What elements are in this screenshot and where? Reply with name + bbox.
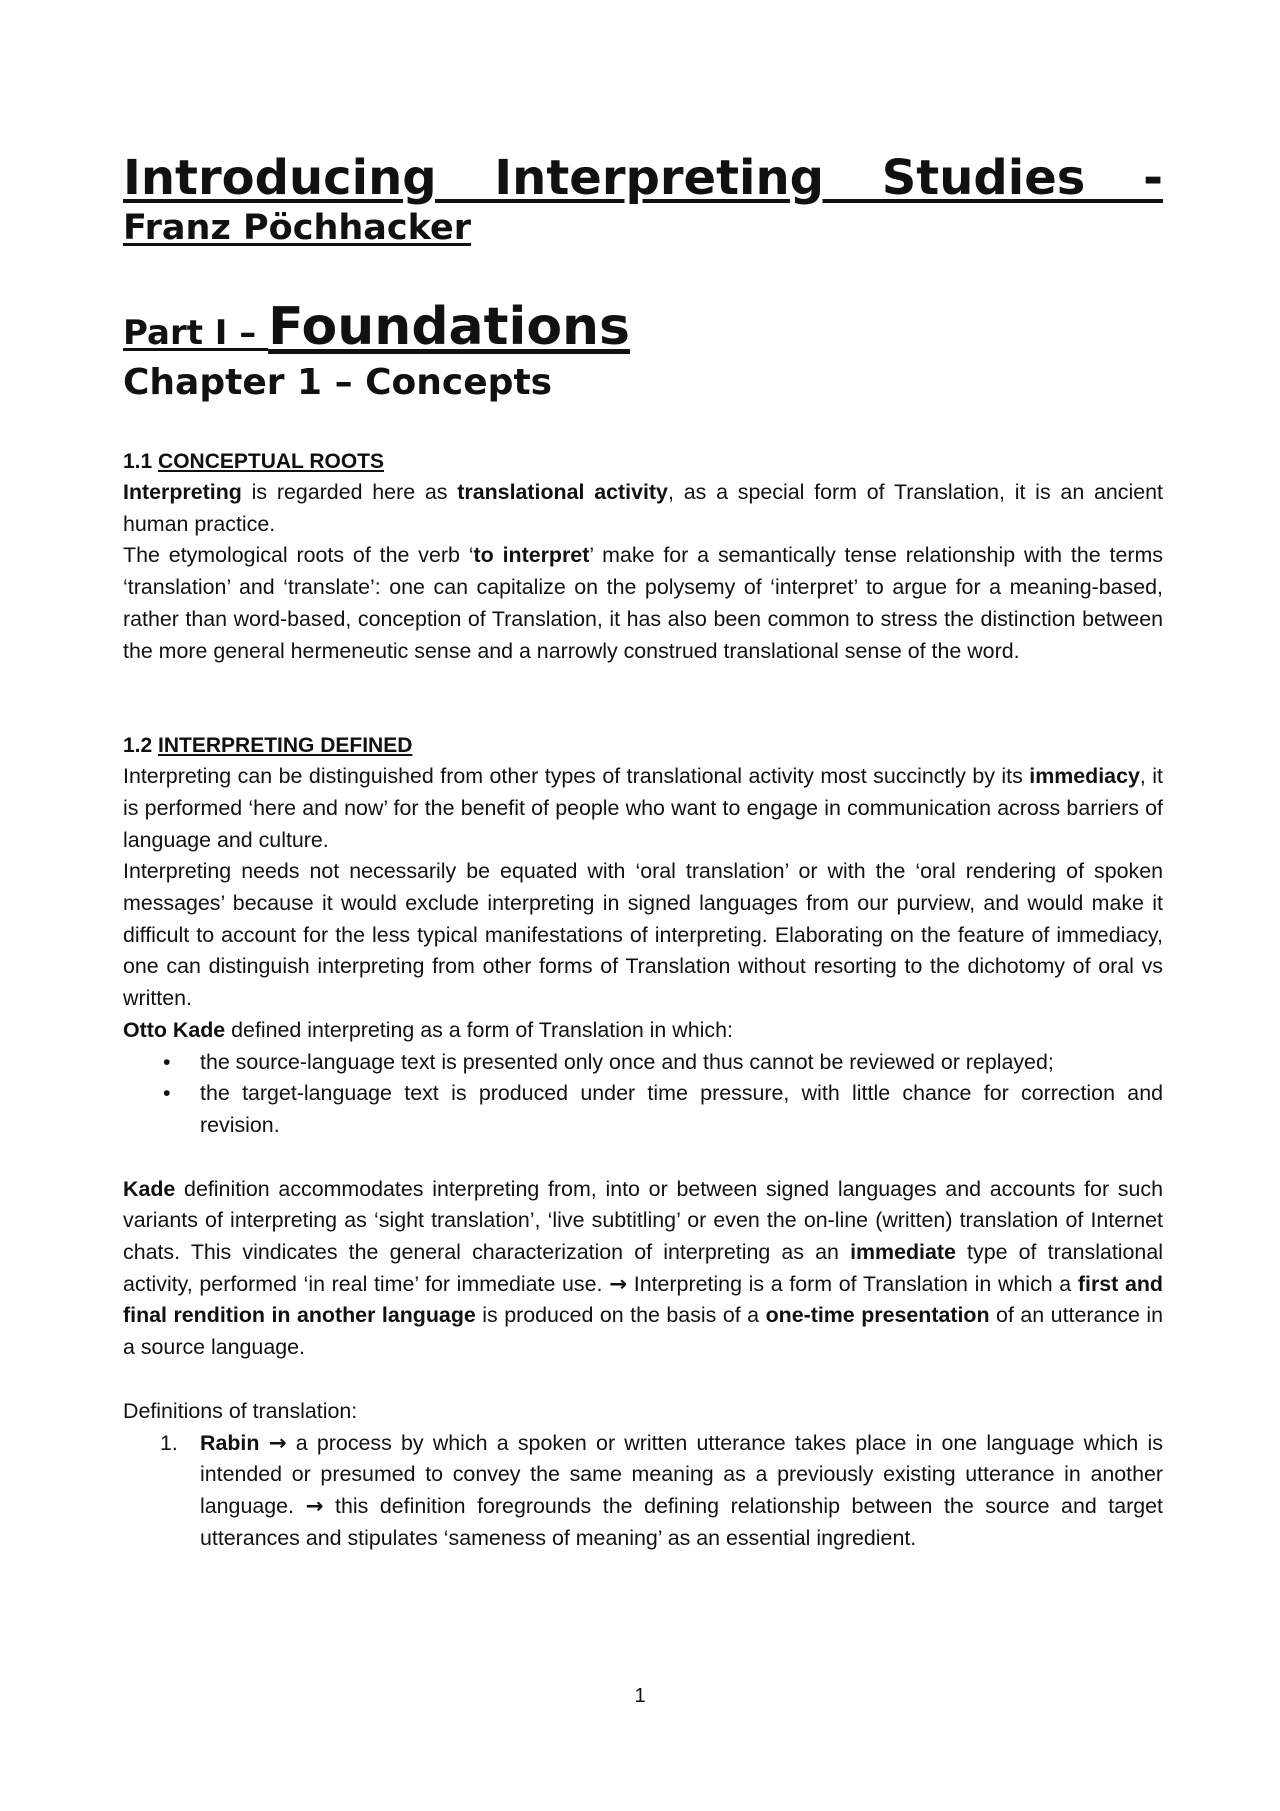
bold-text: Interpreting (123, 480, 242, 504)
bold-text: translational activity (457, 480, 668, 504)
section-title: INTERPRETING DEFINED (158, 734, 413, 758)
bullet-list (123, 1047, 1163, 1142)
chapter-title: Chapter 1 – Concepts (123, 362, 553, 403)
bold-text: immediate (850, 1240, 956, 1265)
bullet-icon: • (163, 1081, 171, 1106)
list-number: 1. (160, 1430, 178, 1455)
bold-text: Otto Kade (123, 1017, 226, 1042)
bold-text: Kade (123, 1176, 176, 1201)
text-run: of an utterance in a source language. (123, 1303, 1163, 1360)
text-run: is produced on the basis of a (475, 1303, 766, 1328)
paragraph (123, 856, 1163, 1015)
paragraph (123, 761, 1163, 856)
text-run (259, 1431, 268, 1455)
document-subtitle: Franz Pöchhacker (123, 208, 472, 248)
bullet-icon: • (163, 1049, 171, 1074)
text-run: Interpreting is a form of Translation in which a (627, 1271, 1078, 1296)
part-name: Foundations (268, 297, 631, 357)
text-run: this definition foregrounds the defining relationship between the source and target utterances and stipulates ‘sameness of meaning’ as an essential ingredient. (200, 1493, 1163, 1550)
list-item: • the target-language text is produced under time pressure, with little chance for correction and revision. (200, 1078, 1163, 1141)
page-number: 1 (634, 1685, 646, 1707)
section-title: CONCEPTUAL ROOTS (158, 450, 384, 473)
text-run: ’ make for a semantically tense relationship with the terms ‘translation’ and ‘translate’: one can capitalize on the polysemy of ‘interpret’ to argue for a meaning-based, rather than word-based, conception of Translation, it has also been common to stress the distinction between the more general hermeneutic sense and a narrowly construed translational sense of the word. (123, 543, 1163, 663)
list-item: • the source-language text is presented only once and thus cannot be reviewed or replayed; (200, 1047, 1163, 1079)
section-number: 1.1 (123, 450, 159, 473)
part-heading (123, 298, 1163, 356)
definitions-intro: Definitions of translation: (123, 1398, 358, 1423)
text-run: The etymological roots of the verb ‘ (123, 543, 474, 568)
text-run: defined interpreting as a form of Translation in which: (225, 1017, 733, 1042)
text-run: a process by which a spoken or written utterance takes place in one language which is intended or presumed to convey the same meaning as a previously existing utterance in another language. (200, 1430, 1163, 1518)
list-item (160, 1428, 1163, 1555)
arrow-icon: → (268, 1430, 287, 1456)
text-run: , as a special form of Translation, it is an ancient human practice. (123, 480, 1163, 536)
paragraph (123, 1015, 1163, 1047)
bold-text: to interpret (473, 543, 590, 568)
bold-text: first and final rendition in another language (123, 1271, 1163, 1328)
text-run: Interpreting can be distinguished from other types of translational activity most succinctly by its (123, 764, 1030, 789)
bold-text: Rabin (200, 1430, 260, 1455)
text-run: definition accommodates interpreting from, into or between signed languages and accounts for such variants of interpreting as ‘sight translation’, ‘live subtitling’ or even the on-line (written) translation of Internet chats. This vindicates the general characterization of interpreting as an (123, 1176, 1163, 1265)
paragraph (123, 540, 1163, 667)
text-run: type of translational activity, performed ‘in real time’ for immediate use. (123, 1240, 1163, 1296)
arrow-icon: → (305, 1493, 324, 1519)
text-run: Interpreting needs not necessarily be equated with ‘oral translation’ or with the ‘oral rendering of spoken messages’ because it would exclude interpreting in signed languages from our purview, and would make it difficult to account for the less typical manifestations of interpreting. Elaborating on the feature of immediacy, one can distinguish interpreting from other forms of Translation without resorting to the dichotomy of oral vs written. (123, 859, 1163, 1011)
section-number: 1.2 (123, 734, 159, 758)
bold-text: immediacy (1029, 764, 1140, 789)
definitions-list (123, 1428, 1163, 1555)
bold-text: one-time presentation (765, 1303, 990, 1328)
page-content (123, 150, 1163, 1554)
paragraph (123, 477, 1163, 540)
section-heading-1-1 (123, 446, 1163, 477)
section-heading-1-2 (123, 730, 1163, 761)
text-run: is regarded here as (241, 480, 458, 504)
part-prefix: Part I – (123, 313, 269, 353)
text-run: , it is performed ‘here and now’ for the benefit of people who want to engage in communication across barriers of language and culture. (123, 764, 1163, 852)
arrow-icon: → (609, 1271, 628, 1297)
document-title: Introducing Interpreting Studies - (123, 150, 1163, 206)
paragraph (123, 1174, 1163, 1364)
